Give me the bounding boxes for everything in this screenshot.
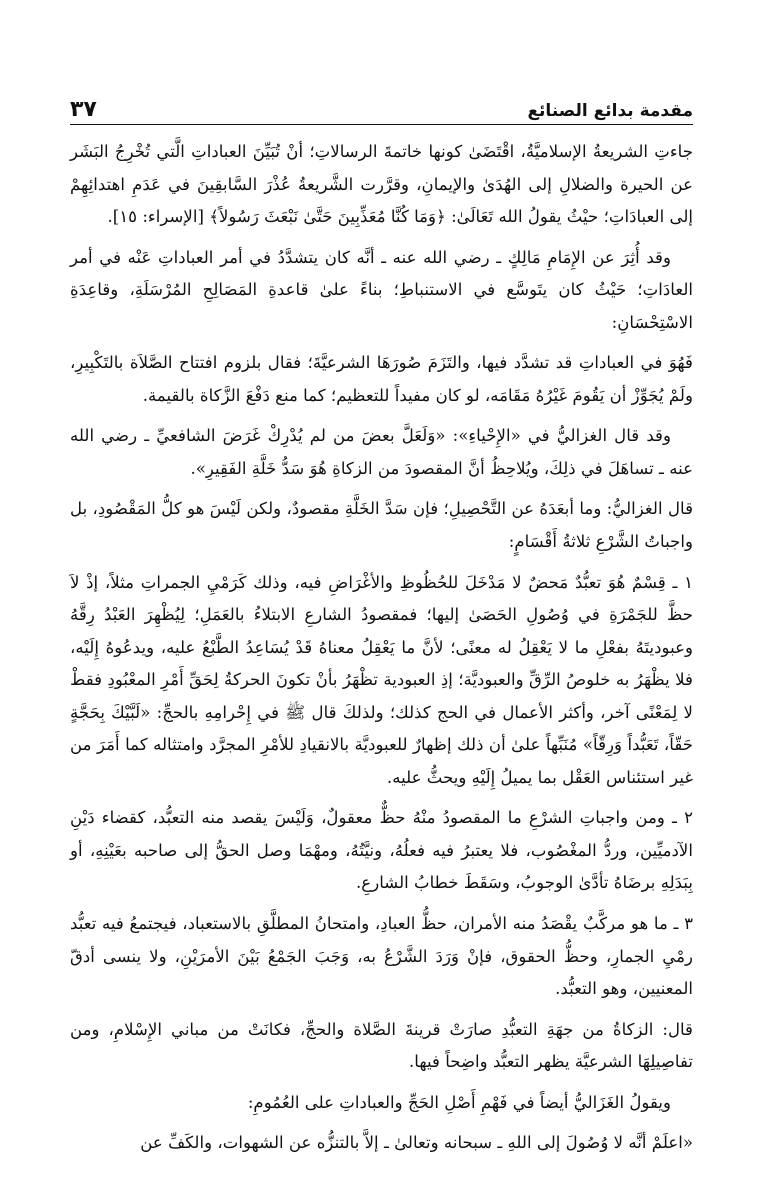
- paragraph-11: «اعلَمْ أنَّه لا وُصُولَ إلى اللهِ ـ سبحانه وتعالىٰ ـ إلاَّ بالتنزُّه عن الشهوات، والكَفِّ عن: [140, 1133, 693, 1153]
- paragraph-2: وقد أُثِرَ عن الإِمَامِ مَالِكٍ ـ رضي الله عنه ـ أنَّه كان يتشدَّدُ في أمر العباداتِ عَنْه في أمر العادَاتِ؛ حَيْثُ كان يتَوسَّع في الاستنباطِ؛ بناءً علىٰ قاعدةِ المَصَالِحِ المُرْسَلَةِ، وقاعِدَةِ الاسْتِحْسَانِ:: [70, 247, 693, 332]
- header-divider: [70, 124, 693, 125]
- paragraph-3: فَهُوَ في العباداتِ قد تشدَّد فيها، والتَزَمَ صُورَهَا الشرعيَّةَ؛ فقال بلزوم افتتاح الصَّلاَة بالتَكْبِيرِ، ولَمْ يُجَوِّزْ أن يَقُومَ غَيْرُهُ مَقَامَه، لو كان مفيداً للتعظيم؛ كما منع دَفْعَ الزَّكاة بالقيمة.: [70, 353, 693, 405]
- running-title: مقدمة بدائع الصنائع: [527, 101, 693, 121]
- paragraph-7: ٢ ـ ومن واجباتِ الشرْعِ ما المقصودُ منْهُ حظٌّ معقولٌ، وَلَيْسَ يقصد منه التعبُّد، كقضاء دَيْنِ الآدميِّين، وردُّ المغْصُوب، فلا يعتبرُ فيه فعلُهُ، ونيَّتُهُ، ومهْمَا وصل الحقُّ إلى صاحبه بعَيْنِهِ، أو بِبَدَلِهِ برضَاهُ تأدَّىٰ الوجوبُ، وسَقَطَ خطابُ الشارعِ.: [70, 808, 693, 893]
- paragraph-8: ٣ ـ ما هو مركَّبٌ يقْصَدُ منه الأمران، حظُّ العبادِ، وامتحانُ المطلَّقِ بالاستعباد، فيجتمعُ فيه تعبُّد رمْيِ الجمارِ، وحظُّ الحقوق، فإنْ وَرَدَ الشَّرْعُ به، وَجَبَ الجَمْعُ بَيْنَ الأمرَيْنِ، ولا ينسى أدقّ المعنيين، وهو التعبُّد.: [70, 914, 693, 999]
- paragraph-9: قال: الزكاةُ من جهَةِ التعبُّدِ صارَتْ قرينةَ الصَّلاة والحجِّ، فكانَتْ من مباني الإِسْلامِ، ومن تفاصِيلِهَا الشرعيَّة يظهر التعبُّد واضِحاً فيها.: [70, 1019, 693, 1072]
- paragraph-6: ١ ـ قِسْمٌ هُوَ تعبُّدٌ مَحضٌ لا مَدْخَلَ للحُظُوظِ والأغْرَاضِ فيه، وذلك كَرَمْيِ الجمراتِ مثلاً، إذْ لاَ حظَّ للجَمْرَةِ في وُصُولِ الحَصَىٰ إليها؛ فمقصودُ الشارعِ الابتلاءُ بالعَمَلِ؛ لِيُظْهِرَ العَبْدُ رِقَّهُ وعبوديتَهُ بفعْلِ ما لا يَعْقِلُ له معنًى؛ لأنَّ ما يَعْقِلُ معناهُ قَدْ يُسَاعِدُ الطَّبْعُ عليه، ويدعُوهُ إِلَيْه، فلا يظْهَرُ به خلوصُ الرِّقِّ والعبوديَّة؛ إذِ العبودية تظْهَرُ بأنْ تكونَ الحركةُ لِحَقِّ أَمْرِ المعْبُودِ فقطْ لا لِمَعْنًى آخر، وأكثر الأعمال في الحج كذلك؛ ولذلكَ قال ﷺ في إِحْرامِهِ بالحجِّ: «لَبَّيْكَ بِحَجَّةٍ حَقّاً، تَعَبُّداً وَرِقّاً» مُنَبِّهاً علىٰ أن ذلك إظهارٌ للعبوديَّة بالانقيادِ للأمْرِ المجرَّد وامتثاله كما أَمَرَ من غير استئناس العَقْل بما يميلُ إِلَيْهِ ويحثُّ عليه.: [70, 572, 693, 787]
- paragraph-1: جاءتِ الشريعةُ الإسلاميَّةُ، اقْتَضَىٰ كونها خاتمةَ الرسالاتِ؛ أنْ تُبَيِّنَ العباداتِ الَّتي تُخْرِجُ البَشَر عن الحيرة والضلالِ إلى الهُدَىٰ والإيمانِ، وقرَّرت الشَّريعةُ عُذْرَ السَّابقِينَ في عَدَمِ اهتدائِهِمْ إلى العبادَاتِ؛ حيْثُ يقولُ الله تَعَالَىٰ: ﴿وَمَا كُنَّا مُعَذِّبِينَ حَتَّىٰ نَبْعَثَ رَسُولاً﴾ [الإسراء: ١٥].: [70, 142, 693, 227]
- body-text: [70, 136, 693, 1168]
- page-number: ٣٧: [70, 97, 97, 122]
- paragraph-10: ويقولُ الغَزَاليُّ أيضاً في فَهْمِ أَصْلِ الحَجِّ والعباداتِ على العُمُومِ:: [247, 1092, 671, 1112]
- paragraph-4: وقد قال الغزاليُّ في «الإِحْياءِ»: «وَلَعَلَّ بعضَ من لم يُدْرِكْ غَرَضَ الشافعيِّ ـ رضي الله عنه ـ تساهَلَ في ذلِكَ، ويُلاحِظُ أنَّ المقصودَ من الزكاةِ هُوَ سَدُّ خَلَّةِ الفَقِيرِ».: [70, 426, 693, 478]
- paragraph-5: قال الغزاليُّ: وما أبعَدَهُ عن التَّحْصِيلِ؛ فإن سَدَّ الخَلَّةِ مقصودٌ، ولكن لَيْسَ هو كلُّ المَقْصُودِ، بل واجباتُ الشَّرْعِ ثلاثةُ أَقْسَامٍ:: [70, 499, 693, 552]
- page-header: [70, 82, 693, 122]
